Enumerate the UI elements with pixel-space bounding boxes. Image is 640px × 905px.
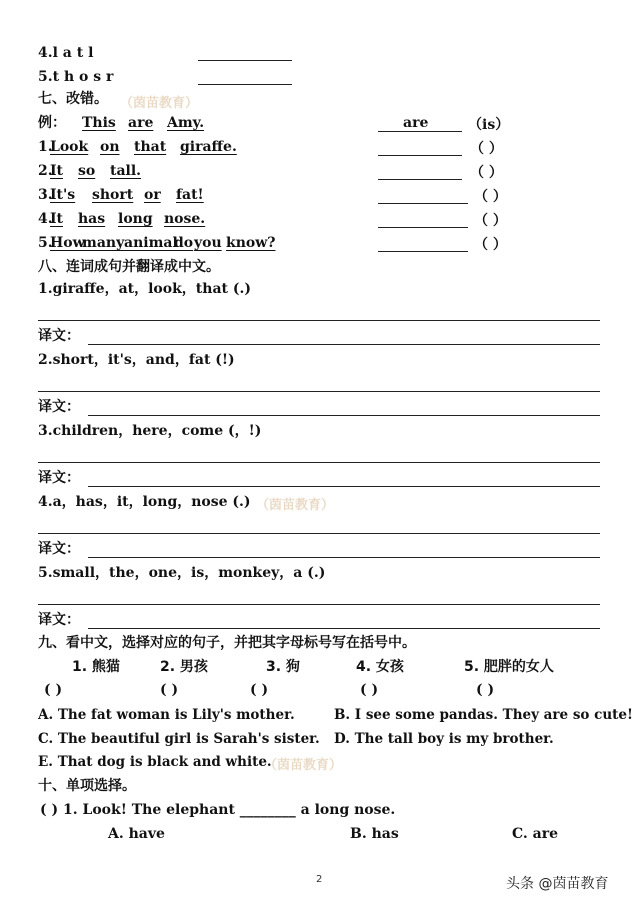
correction-paren: （ ）: [474, 213, 507, 229]
example-fix: （is）: [468, 117, 510, 133]
sentence-item: 3.children，here，come (，!): [38, 423, 262, 439]
sentence-item: 2.short，it's，and，fat (!): [38, 352, 235, 368]
item-word: or: [144, 187, 161, 203]
item-word: fat!: [176, 187, 204, 203]
item-word: It's: [50, 187, 76, 203]
translate-label: 译文：: [38, 470, 80, 486]
item-word: It: [50, 211, 64, 227]
translate-label: 译文：: [38, 399, 80, 415]
item-word: that: [134, 139, 167, 155]
correction-paren: （ ）: [470, 165, 503, 181]
writing-line: [38, 320, 600, 321]
answer-line: [198, 84, 292, 85]
item-word: nose.: [164, 211, 206, 227]
answer-line: [378, 131, 462, 132]
answer-paren: ( ): [250, 682, 269, 698]
example-word: are: [128, 115, 154, 131]
item-word: many: [82, 235, 125, 251]
translation-line: [88, 486, 600, 487]
sentence-item: 5.small，the，one，is，monkey，a (.): [38, 565, 326, 581]
item-word: It: [50, 163, 64, 179]
answer-paren: ( ): [44, 682, 63, 698]
item-word: so: [78, 163, 96, 179]
q4-scrambled: 4.l a t l: [38, 45, 94, 61]
option-c: C. The beautiful girl is Sarah's sister.: [38, 731, 320, 747]
translation-line: [88, 415, 600, 416]
answer-paren: ( ): [476, 682, 495, 698]
mc-choice-a: A. have: [108, 826, 165, 842]
correction-paren: （ ）: [474, 237, 507, 253]
answer-paren: ( ): [360, 682, 379, 698]
q5-scrambled: 5.t h o s r: [38, 69, 114, 85]
sentence-item: 1.giraffe，at，look，that (.): [38, 281, 251, 297]
item-number: 5.: [38, 235, 53, 251]
item-word: know?: [226, 235, 276, 251]
item-word: How: [50, 235, 85, 251]
section-8-title: 八、连词成句并翻译成中文。: [38, 259, 220, 275]
item-number: 4.: [38, 211, 53, 227]
translate-label: 译文：: [38, 328, 80, 344]
item-word: Look: [50, 139, 89, 155]
answer-line: [378, 203, 468, 204]
chinese-word: 5. 肥胖的女人: [464, 659, 554, 675]
example-word: Amy.: [167, 115, 205, 131]
item-number: 3.: [38, 187, 53, 203]
item-word: has: [78, 211, 106, 227]
answer-paren: ( ): [160, 682, 179, 698]
option-d: D. The tall boy is my brother.: [334, 731, 554, 747]
watermark: （茵苗教育）: [256, 498, 335, 513]
option-e: E. That dog is black and white.: [38, 754, 272, 770]
example-word: This: [82, 115, 116, 131]
sentence-item: 4.a，has，it，long，nose (.): [38, 494, 251, 510]
chinese-word: 2. 男孩: [160, 659, 208, 675]
translation-line: [88, 557, 600, 558]
translation-line: [88, 344, 600, 345]
correction-paren: （ ）: [474, 189, 507, 205]
writing-line: [38, 533, 600, 534]
item-word: you: [194, 235, 222, 251]
example-answer: are: [403, 115, 429, 131]
section-7-title: 七、改错。: [38, 91, 108, 107]
chinese-word: 4. 女孩: [356, 659, 404, 675]
translation-line: [88, 628, 600, 629]
item-number: 2.: [38, 163, 53, 179]
item-number: 1.: [38, 139, 53, 155]
item-word: on: [100, 139, 120, 155]
mc-choice-b: B. has: [350, 826, 399, 842]
chinese-word: 3. 狗: [266, 659, 300, 675]
mc-question-1: ( ) 1. Look! The elephant ________ a long nose.: [40, 802, 396, 818]
answer-line: [378, 227, 468, 228]
section-10-title: 十、单项选择。: [38, 778, 136, 794]
example-label: 例：: [38, 115, 66, 131]
answer-line: [378, 155, 462, 156]
section-9-title: 九、看中文，选择对应的句子，并把其字母标号写在括号中。: [38, 635, 416, 651]
credit-watermark: 头条 @茵苗教育: [506, 876, 609, 892]
watermark: （茵苗教育）: [120, 96, 199, 111]
mc-choice-c: C. are: [512, 826, 558, 842]
item-word: short: [92, 187, 134, 203]
option-a: A. The fat woman is Lily's mother.: [38, 707, 295, 723]
item-word: long: [118, 211, 153, 227]
watermark: （茵苗教育）: [264, 758, 343, 773]
chinese-word: 1. 熊猫: [72, 659, 120, 675]
item-word: giraffe.: [180, 139, 237, 155]
item-word: animal: [124, 235, 178, 251]
answer-line: [198, 60, 292, 61]
item-word: tall.: [110, 163, 142, 179]
answer-line: [378, 179, 462, 180]
writing-line: [38, 391, 600, 392]
translate-label: 译文：: [38, 612, 80, 628]
page-number: 2: [316, 874, 323, 885]
item-word: do: [174, 235, 194, 251]
translate-label: 译文：: [38, 541, 80, 557]
correction-paren: （ ）: [470, 141, 503, 157]
answer-line: [378, 251, 468, 252]
option-b: B. I see some pandas. They are so cute!: [334, 707, 633, 723]
writing-line: [38, 604, 600, 605]
writing-line: [38, 462, 600, 463]
